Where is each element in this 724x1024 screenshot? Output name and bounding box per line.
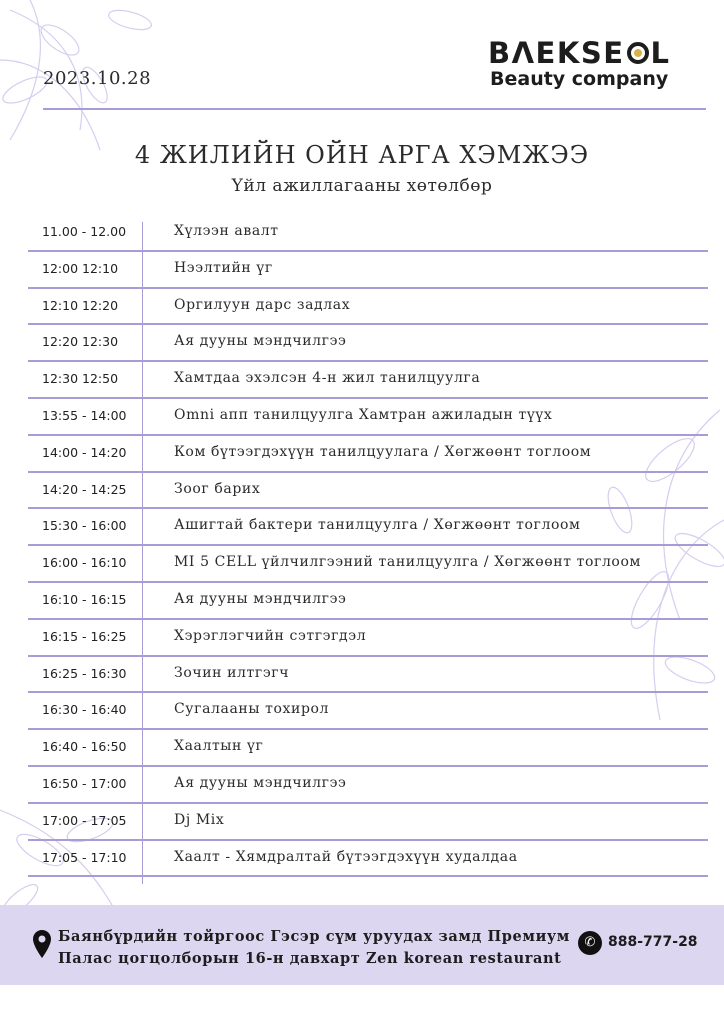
- schedule-row: [28, 693, 708, 730]
- schedule-activity: Ая дууны мэндчилгээ: [174, 333, 347, 350]
- logo-wordmark: [488, 38, 698, 68]
- schedule-time: 12:30 12:50: [42, 371, 119, 387]
- schedule-row: [28, 767, 708, 804]
- schedule-row: [28, 436, 708, 473]
- header-divider: [43, 108, 706, 110]
- schedule-activity: Нээлтийн үг: [174, 259, 273, 276]
- schedule-activity: Зочин илтгэгч: [174, 664, 290, 681]
- schedule-activity: Хүлээн авалт: [174, 223, 279, 239]
- schedule-activity: Ая дууны мэндчилгээ: [174, 590, 347, 607]
- floral-decoration-top-left-icon: [0, 0, 200, 200]
- schedule-row: [28, 509, 708, 546]
- schedule-time: 15:30 - 16:00: [42, 518, 127, 534]
- schedule-activity: Ашигтай бактери танилцуулга / Хөгжөөнт тоглоом: [174, 517, 581, 534]
- schedule-activity: Ая дууны мэндчилгээ: [174, 774, 347, 791]
- schedule-time: 16:40 - 16:50: [42, 739, 127, 755]
- schedule-activity: Omni апп танилцуулга Хамтран ажиладын түүх: [174, 406, 553, 423]
- schedule-row: [28, 583, 708, 620]
- map-pin-icon: [33, 930, 51, 958]
- schedule-activity: Зоог барих: [174, 480, 261, 497]
- logo-text-right: L: [650, 36, 671, 70]
- schedule-time: 14:00 - 14:20: [42, 444, 127, 460]
- schedule-row: [28, 730, 708, 767]
- logo-ring-icon: [627, 42, 649, 64]
- schedule-activity: Хэрэглэгчийн сэтгэгдэл: [174, 627, 367, 644]
- row-divider: [28, 875, 708, 877]
- brand-logo: [488, 38, 698, 90]
- schedule-time: 12:00 12:10: [42, 260, 119, 276]
- schedule-activity: Хаалтын үг: [174, 738, 264, 755]
- schedule-row: [28, 325, 708, 362]
- schedule-row: [28, 215, 708, 252]
- address-line-1: Баянбүрдийн тойргоос Гэсэр сүм уруудах замд Премиум: [58, 928, 570, 945]
- page-subtitle: Үйл ажиллагааны хөтөлбөр: [231, 176, 493, 196]
- schedule-row: [28, 804, 708, 841]
- schedule-time: 16:10 - 16:15: [42, 591, 127, 607]
- phone-number: 888-777-28: [608, 934, 698, 950]
- schedule-row: [28, 620, 708, 657]
- schedule-activity: Сугалааны тохирол: [174, 701, 330, 718]
- schedule-row: [28, 546, 708, 583]
- schedule-activity: Хамтдаа эхэлсэн 4-н жил танилцуулга: [174, 370, 481, 387]
- schedule-table: [28, 215, 708, 877]
- schedule-row: [28, 657, 708, 694]
- schedule-time: 17:00 - 17:05: [42, 812, 127, 828]
- schedule-activity: Оргилуун дарс задлах: [174, 296, 351, 313]
- schedule-time: 16:15 - 16:25: [42, 628, 127, 644]
- schedule-time: 12:20 12:30: [42, 334, 119, 350]
- schedule-row: [28, 362, 708, 399]
- schedule-time: 16:30 - 16:40: [42, 702, 127, 718]
- schedule-time: 17:05 - 17:10: [42, 849, 127, 865]
- schedule-activity: Ком бүтээгдэхүүн танилцуулага / Хөгжөөнт тоглоом: [174, 443, 592, 460]
- schedule-time: 16:25 - 16:30: [42, 665, 127, 681]
- schedule-activity: MI 5 CELL үйлчилгээний танилцуулга / Хөгжөөнт тоглоом: [174, 554, 641, 571]
- address-line-2: Палас цогцолборын 16-н давхарт Zen korean restaurant: [58, 950, 562, 967]
- phone-icon: ✆: [578, 931, 602, 955]
- venue-address: [58, 926, 570, 970]
- schedule-time: 16:00 - 16:10: [42, 555, 127, 571]
- logo-tagline: Beauty company: [490, 68, 669, 90]
- page-title: 4 ЖИЛИЙН ОЙН АРГА ХЭМЖЭЭ: [134, 141, 590, 169]
- schedule-time: 13:55 - 14:00: [42, 407, 127, 423]
- event-date: 2023.10.28: [43, 68, 152, 89]
- schedule-time: 16:50 - 17:00: [42, 775, 127, 791]
- schedule-row: [28, 252, 708, 289]
- schedule-time: 12:10 12:20: [42, 297, 119, 313]
- schedule-row: [28, 399, 708, 436]
- logo-text-left: BΛEKSE: [488, 36, 625, 70]
- schedule-activity: Хаалт - Хямдралтай бүтээгдэхүүн худалдаа: [174, 848, 518, 865]
- schedule-row: [28, 473, 708, 510]
- schedule-activity: Dj Mix: [174, 811, 225, 828]
- schedule-time: 11.00 - 12.00: [42, 224, 127, 239]
- schedule-time: 14:20 - 14:25: [42, 481, 127, 497]
- schedule-row: [28, 841, 708, 878]
- schedule-row: [28, 289, 708, 326]
